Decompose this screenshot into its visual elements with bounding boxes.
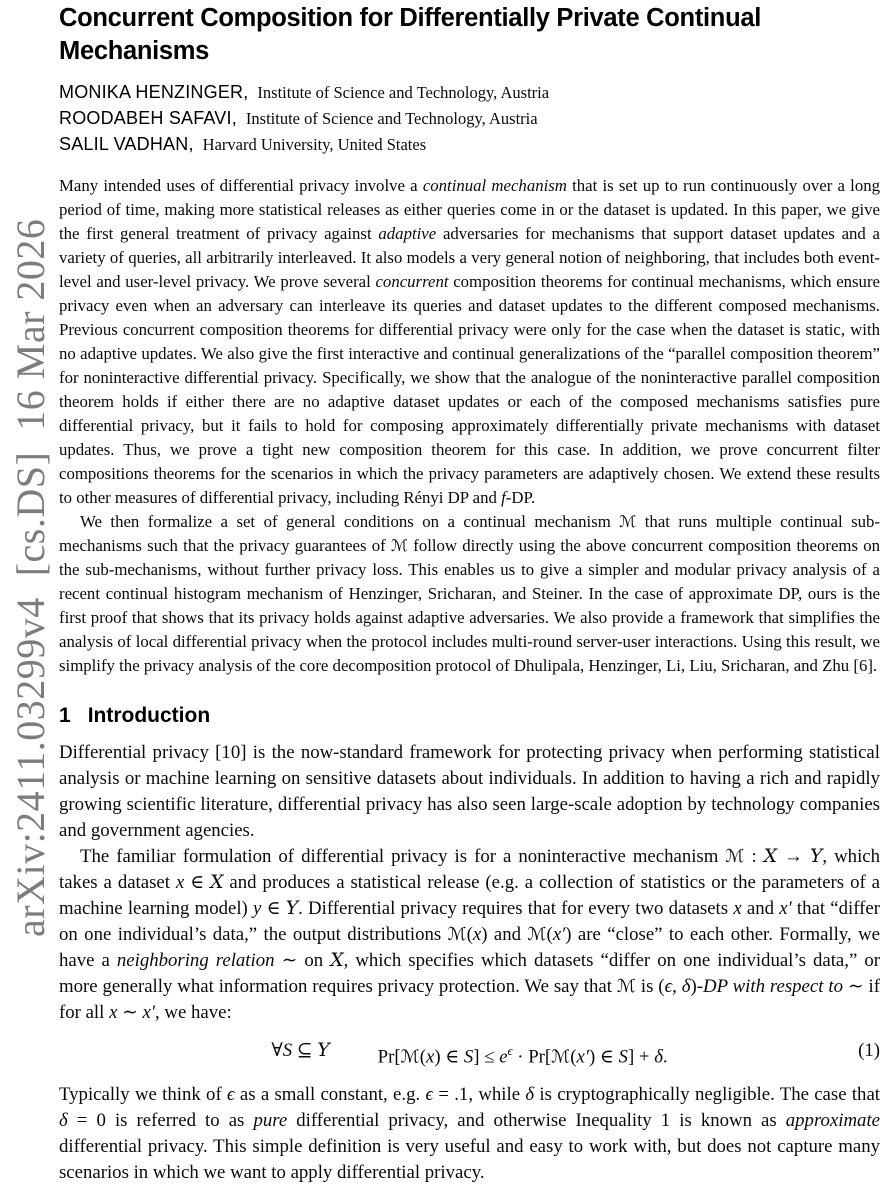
equation-number: (1) — [858, 1040, 880, 1061]
section-title: Introduction — [87, 704, 211, 727]
author-affiliation: Institute of Science and Technology, Austria — [257, 83, 550, 102]
arxiv-watermark: arXiv:2411.03299v4 [cs.DS] 16 Mar 2026 — [8, 218, 53, 937]
author-line — [59, 106, 880, 132]
author-affiliation: Harvard University, United States — [202, 135, 427, 154]
author-name: ROODABEH SAFAVI, — [59, 108, 237, 128]
paper-content-column — [59, 2, 880, 1186]
intro-paragraph-2: The familiar formulation of differential privacy is for a noninteractive mechanism ℳ : X → Y, which takes a dataset x ∈ X and produces a statistical release (e.g. a collection of statistics or the parameters of a machine learning model) y ∈ Y. Differential privacy requires that for every two datasets x and x′ that “differ on one individual’s data,” the output distributions ℳ(x) and ℳ(x′) are “close” to each other. Formally, we have a neighboring relation ∼ on X, which specifies which datasets “differ on one individual’s data,” or more generally what information requires privacy protection. We say that ℳ is (ϵ, δ)-DP with respect to ∼ if for all x ∼ x′, we have: — [59, 846, 881, 1023]
intro-paragraph-3: Typically we think of ϵ as a small constant, e.g. ϵ = .1, while δ is cryptographically negligible. The case that δ = 0 is referred to as pure differential privacy, and otherwise Inequality 1 is known as approximate differential privacy. This simple definition is very useful and easy to work with, but does not capture many scenarios in which we want to apply differential privacy. — [59, 1084, 881, 1184]
section-number: 1 — [59, 704, 71, 727]
abstract-paragraph-2: We then formalize a set of general conditions on a continual mechanism ℳ that runs multiple continual sub-mechanisms such that the privacy guarantees of ℳ follow directly using the above concurrent composition theorems on the sub-mechanisms, without further privacy loss. This enables us to give a simpler and modular privacy analysis of a recent continual histogram mechanism of Henzinger, Sricharan, and Steiner. In the case of approximate DP, ours is the first proof that shows that its privacy holds against adaptive adversaries. We also provide a framework that simplifies the analysis of local differential privacy when the protocol includes multi-round server-user interactions. Using this result, we simplify the privacy analysis of the core decomposition protocol of Dhulipala, Henzinger, Li, Liu, Sricharan, and Zhu [6]. — [59, 512, 880, 675]
author-line — [59, 132, 880, 158]
intro-paragraph-1: Differential privacy [10] is the now-standard framework for protecting privacy when performing statistical analysis or machine learning on sensitive datasets about individuals. In addition to having a rich and rapidly growing scientific literature, differential privacy has also seen large-scale adoption by technology companies and government agencies. — [59, 742, 880, 841]
equation-lhs: ∀S ⊆ Y — [271, 1040, 330, 1061]
equation-rhs: Pr[ℳ(x) ∈ $S] \le e^\epsilon$ · Pr[ℳ(x′) ∈ S] + δ. — [377, 1044, 668, 1068]
author-affiliation: Institute of Science and Technology, Austria — [245, 109, 538, 128]
author-line — [59, 80, 880, 106]
author-name: MONIKA HENZINGER, — [59, 82, 249, 102]
abstract-paragraph-1: Many intended uses of differential privacy involve a continual mechanism that is set up to run continuously over a long period of time, making more statistical releases as either queries come in or the dataset is updated. In this paper, we give the first general treatment of privacy against adaptive adversaries for mechanisms that support dataset updates and a variety of queries, all arbitrarily interleaved. It also models a very general notion of neighboring, that includes both event-level and user-level privacy. We prove several concurrent composition theorems for continual mechanisms, which ensure privacy even when an adversary can interleave its queries and dataset updates to the different composed mechanisms. Previous concurrent composition theorems for differential privacy were only for the case when the dataset is static, with no adaptive updates. We also give the first interactive and continual generalizations of the “parallel composition theorem” for noninteractive differential privacy. Specifically, we show that the analogue of the noninteractive parallel composition theorem holds if either there are no adaptive dataset updates or each of the composed mechanisms satisfies pure differential privacy, but it fails to hold for composing approximately differentially private mechanisms with dataset updates. Thus, we prove a tight new composition theorem for this case. In addition, we prove concurrent filter compositions theorems for the scenarios in which the privacy parameters are adaptively chosen. We extend these results to other measures of differential privacy, including Rényi DP and f-DP. — [59, 176, 880, 507]
section-heading-introduction — [59, 704, 880, 728]
equation-1 — [59, 1037, 880, 1071]
author-list — [59, 80, 880, 158]
author-name: SALIL VADHAN, — [59, 134, 194, 154]
paper-title: Concurrent Composition for Differentially Private Continual Mechanisms — [59, 4, 762, 65]
